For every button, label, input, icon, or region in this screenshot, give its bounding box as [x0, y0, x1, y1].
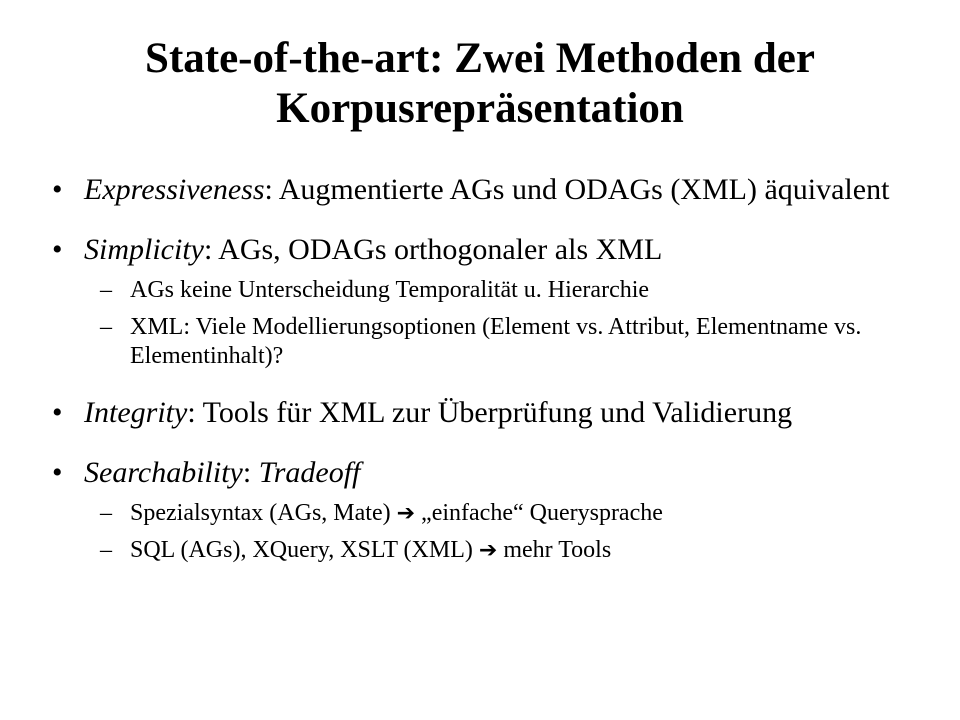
- bullet-dot-icon: •: [52, 173, 63, 206]
- slide-title-line-1: State-of-the-art: Zwei Methoden der: [145, 35, 815, 82]
- slide-title-line-2: Korpusrepräsentation: [276, 85, 684, 132]
- bullet-text: AGs, ODAGs orthogonaler als XML: [218, 233, 663, 266]
- right-arrow-icon: ➔: [396, 501, 416, 526]
- sub-bullet-dash: –: [100, 537, 112, 563]
- bullet-text: Augmentierte AGs und ODAGs (XML) äquivalent: [278, 173, 890, 206]
- slide-body: [52, 172, 932, 573]
- sub-bullet-text-after: mehr Tools: [497, 537, 612, 563]
- sub-bullet-dash: –: [100, 277, 112, 303]
- bullet-separator: :: [187, 396, 203, 429]
- bullet-text: Tools für XML zur Überprüfung und Validierung: [202, 396, 793, 429]
- bullet-dot-icon: •: [52, 233, 63, 266]
- bullet-text-italic: Tradeoff: [258, 456, 361, 489]
- sub-bullet-text-before: Spezialsyntax (AGs, Mate): [130, 500, 397, 526]
- sub-bullet-simplicity-1: [52, 276, 932, 305]
- bullet-expressiveness: [52, 172, 932, 208]
- sub-bullet-simplicity-2: [52, 313, 932, 371]
- bullet-term: Searchability: [84, 456, 243, 489]
- bullet-separator: :: [264, 173, 279, 206]
- bullet-dot-icon: •: [52, 396, 63, 429]
- bullet-term: Expressiveness: [84, 173, 265, 206]
- sub-bullet-dash: –: [100, 500, 112, 526]
- sub-bullet-searchability-2: [52, 536, 932, 565]
- sub-bullet-text-before: SQL (AGs), XQuery, XSLT (XML): [130, 537, 479, 563]
- bullet-simplicity: [52, 232, 932, 268]
- bullet-integrity: [52, 395, 932, 431]
- sub-bullet-dash: –: [100, 314, 112, 340]
- sub-bullet-text-after: „einfache“ Querysprache: [415, 500, 663, 526]
- bullet-separator: :: [242, 456, 259, 489]
- bullet-separator: :: [203, 233, 219, 266]
- sub-bullet-searchability-1: [52, 499, 932, 528]
- right-arrow-icon: ➔: [478, 538, 498, 563]
- bullet-term: Integrity: [84, 396, 188, 429]
- slide-title: [60, 34, 900, 134]
- sub-bullet-text: XML: Viele Modellierungsoptionen (Element vs. Attribut, Elementname vs. Elementinhalt)?: [130, 314, 862, 369]
- bullet-searchability: [52, 455, 932, 491]
- bullet-dot-icon: •: [52, 456, 63, 489]
- bullet-term: Simplicity: [84, 233, 204, 266]
- sub-bullet-text: AGs keine Unterscheidung Temporalität u. Hierarchie: [130, 277, 650, 303]
